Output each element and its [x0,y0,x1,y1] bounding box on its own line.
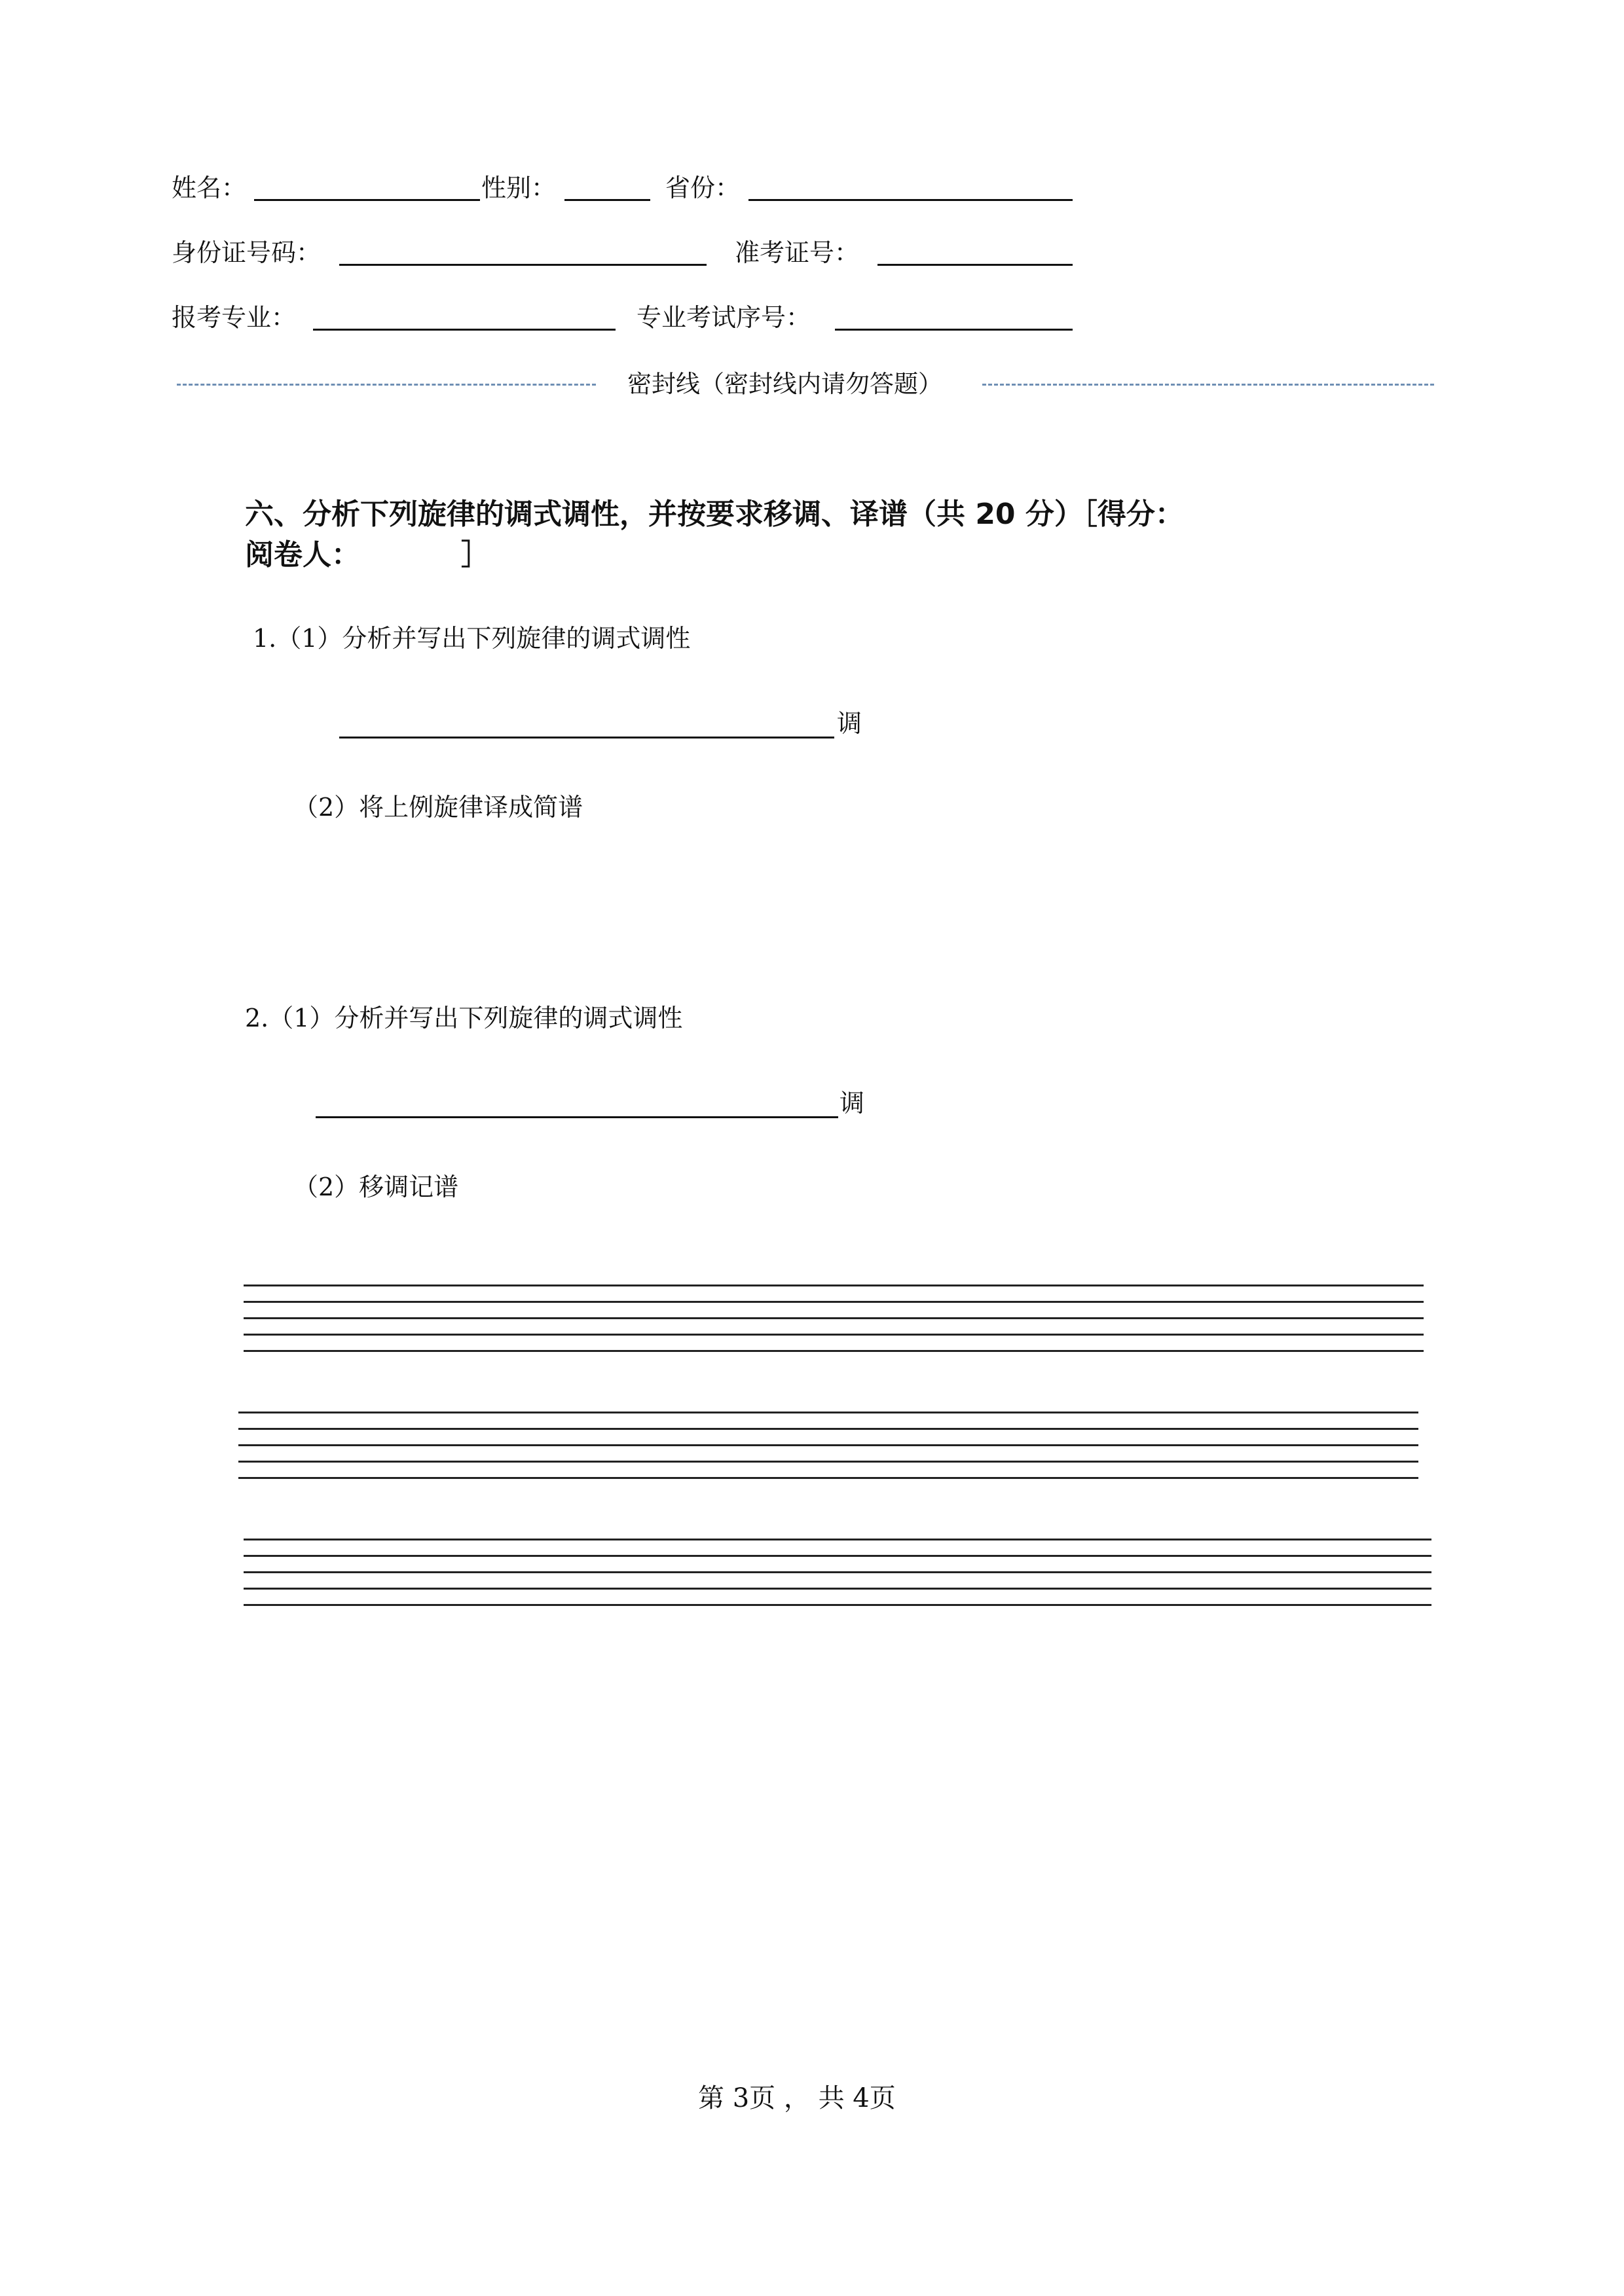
major-field[interactable] [313,327,616,331]
q1-answer-suffix: 调 [837,709,862,738]
id-number-label: 身份证号码： [172,238,322,267]
q1-part2-prompt: （2）将上例旋律译成简谱 [293,793,583,822]
page-footer: 第 3页 ， 共 4页 [698,2083,896,2113]
seal-dashed-line-left [177,384,596,386]
staff-line [244,1285,1424,1286]
id-number-field[interactable] [339,263,707,266]
staff-line [244,1317,1424,1319]
q2-answer-field[interactable] [316,1115,838,1118]
name-label: 姓名： [172,173,247,202]
major-seq-label: 专业考试序号： [637,303,811,332]
staff-line [238,1477,1418,1479]
exam-number-label: 准考证号： [735,238,860,267]
q1-answer-field[interactable] [339,735,834,738]
staff-line [244,1555,1431,1557]
exam-number-field[interactable] [877,263,1073,266]
staff-line [244,1604,1431,1606]
q2-answer-suffix: 调 [840,1089,865,1118]
staff-line [244,1301,1424,1303]
music-staff-2[interactable] [238,1412,1418,1482]
staff-line [244,1334,1424,1336]
province-field[interactable] [748,198,1073,201]
major-label: 报考专业： [172,303,297,332]
gender-label: 性别： [481,173,557,202]
seal-line-text: 密封线（密封线内请勿答题） [627,370,942,398]
seal-dashed-line-right [982,384,1434,386]
gender-field[interactable] [564,198,650,201]
section-title-line2: 阅卷人： ］ [245,538,490,572]
staff-line [244,1588,1431,1590]
q2-part1-prompt: 2.（1）分析并写出下列旋律的调式调性 [245,1004,683,1032]
major-seq-field[interactable] [835,327,1073,331]
staff-line [238,1461,1418,1463]
q1-part1-prompt: 1.（1）分析并写出下列旋律的调式调性 [253,624,691,653]
staff-line [244,1350,1424,1352]
staff-line [244,1571,1431,1573]
staff-line [238,1444,1418,1446]
name-field[interactable] [254,198,480,201]
staff-line [244,1539,1431,1540]
q2-part2-prompt: （2）移调记谱 [293,1173,459,1201]
staff-line [238,1412,1418,1413]
staff-line [238,1428,1418,1430]
music-staff-3[interactable] [244,1539,1431,1609]
province-label: 省份： [665,173,741,202]
music-staff-1[interactable] [244,1285,1424,1355]
section-title-line1: 六、分析下列旋律的调式调性，并按要求移调、译谱（共 20 分）［得分： [245,498,1184,531]
